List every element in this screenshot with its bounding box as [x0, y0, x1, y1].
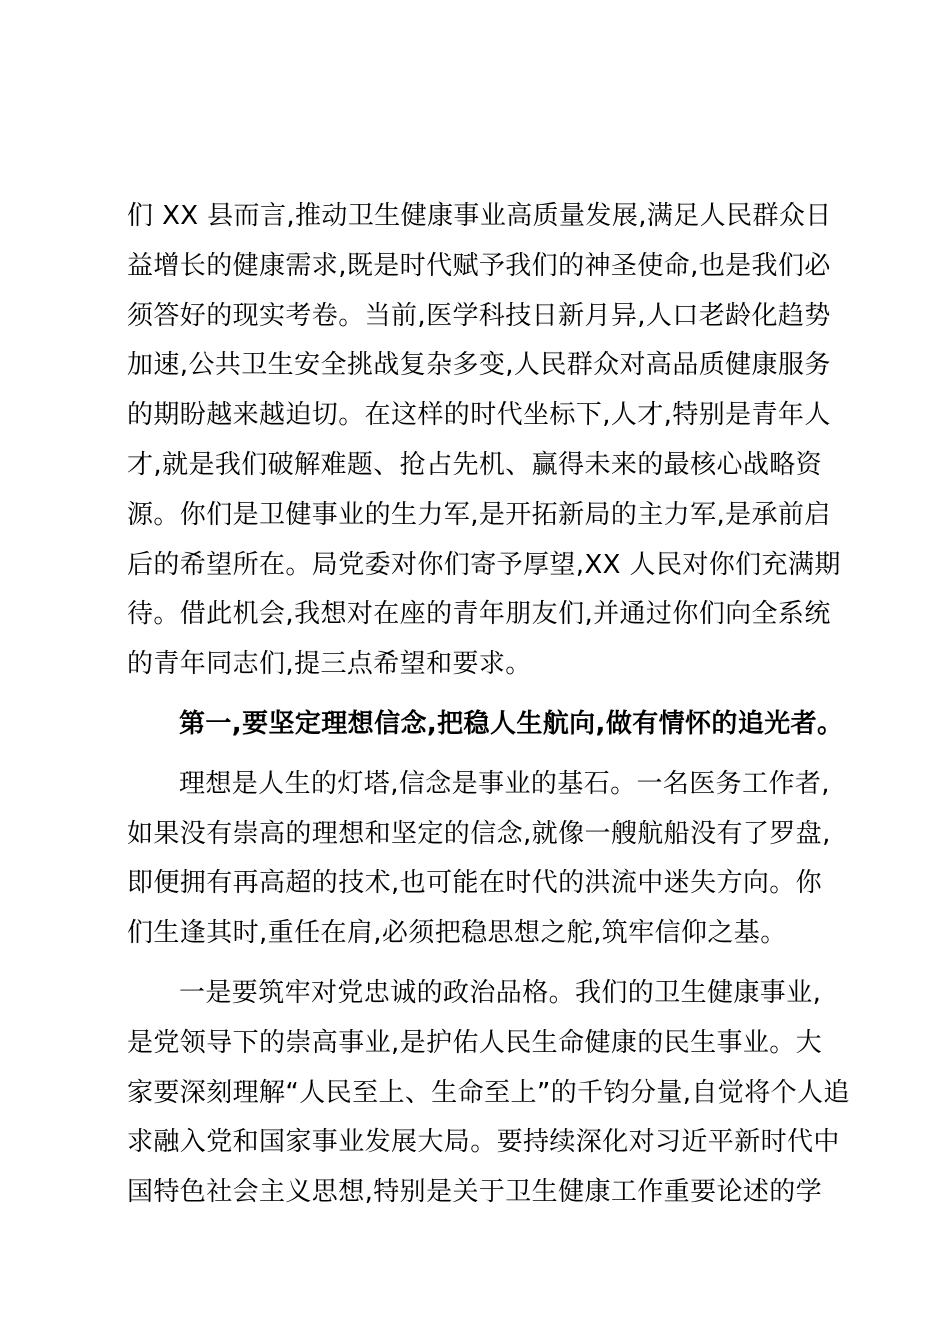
text-line: 的期盼越来越迫切。在这样的时代坐标下,人才,特别是青年人 [127, 400, 831, 431]
paragraph-4 [127, 969, 850, 1218]
text-line: 国特色社会主义思想,特别是关于卫生健康工作重要论述的学 [127, 1177, 823, 1208]
text-line: 们 XX 县而言,推动卫生健康事业高质量发展,满足人民群众日 [127, 201, 832, 231]
text-line: 们生逢其时,重任在肩,必须把稳思想之舵,筑牢信仰之基。 [127, 918, 787, 949]
section-heading [127, 700, 844, 750]
text-line: 须答好的现实考卷。当前,医学科技日新月异,人口老龄化趋势 [127, 300, 831, 331]
text-line: 待。借此机会,我想对在座的青年朋友们,并通过你们向全系统 [127, 599, 831, 630]
text-line: 如果没有崇高的理想和坚定的信念,就像一艘航船没有了罗盘, [127, 818, 831, 849]
paragraph-spacer [127, 690, 819, 700]
document-body [127, 192, 850, 1218]
text-line: 求融入党和国家事业发展大局。要持续深化对习近平新时代中 [127, 1127, 840, 1158]
text-line: 一是要筑牢对党忠诚的政治品格。我们的卫生健康事业, [179, 977, 822, 1008]
text-line: 益增长的健康需求,既是时代赋予我们的神圣使命,也是我们必 [127, 250, 831, 281]
paragraph-1 [127, 192, 841, 690]
text-line: 才,就是我们破解难题、抢占先机、赢得未来的最核心战略资 [127, 449, 823, 480]
text-line: 理想是人生的灯塔,信念是事业的基石。一名医务工作者, [179, 768, 830, 799]
text-line: 的青年同志们,提三点希望和要求。 [127, 649, 532, 680]
text-line: 源。你们是卫健事业的生力军,是开拓新局的主力军,是承前启 [127, 499, 831, 530]
paragraph-spacer [127, 750, 819, 760]
heading-line: 第一,要坚定理想信念,把稳人生航向,做有情怀的追光者。 [179, 708, 844, 739]
text-line: 后的希望所在。局党委对你们寄予厚望,XX 人民对你们充满期 [127, 549, 841, 580]
text-line: 家要深刻理解“人民至上、生命至上”的千钧分量,自觉将个人追 [127, 1077, 850, 1108]
text-line: 是党领导下的崇高事业,是护佑人民生命健康的民生事业。大 [127, 1027, 823, 1058]
paragraph-3 [127, 760, 831, 959]
text-line: 即便拥有再高超的技术,也可能在时代的洪流中迷失方向。你 [127, 868, 823, 899]
text-line: 加速,公共卫生安全挑战复杂多变,人民群众对高品质健康服务 [127, 350, 831, 381]
paragraph-spacer [127, 959, 819, 969]
